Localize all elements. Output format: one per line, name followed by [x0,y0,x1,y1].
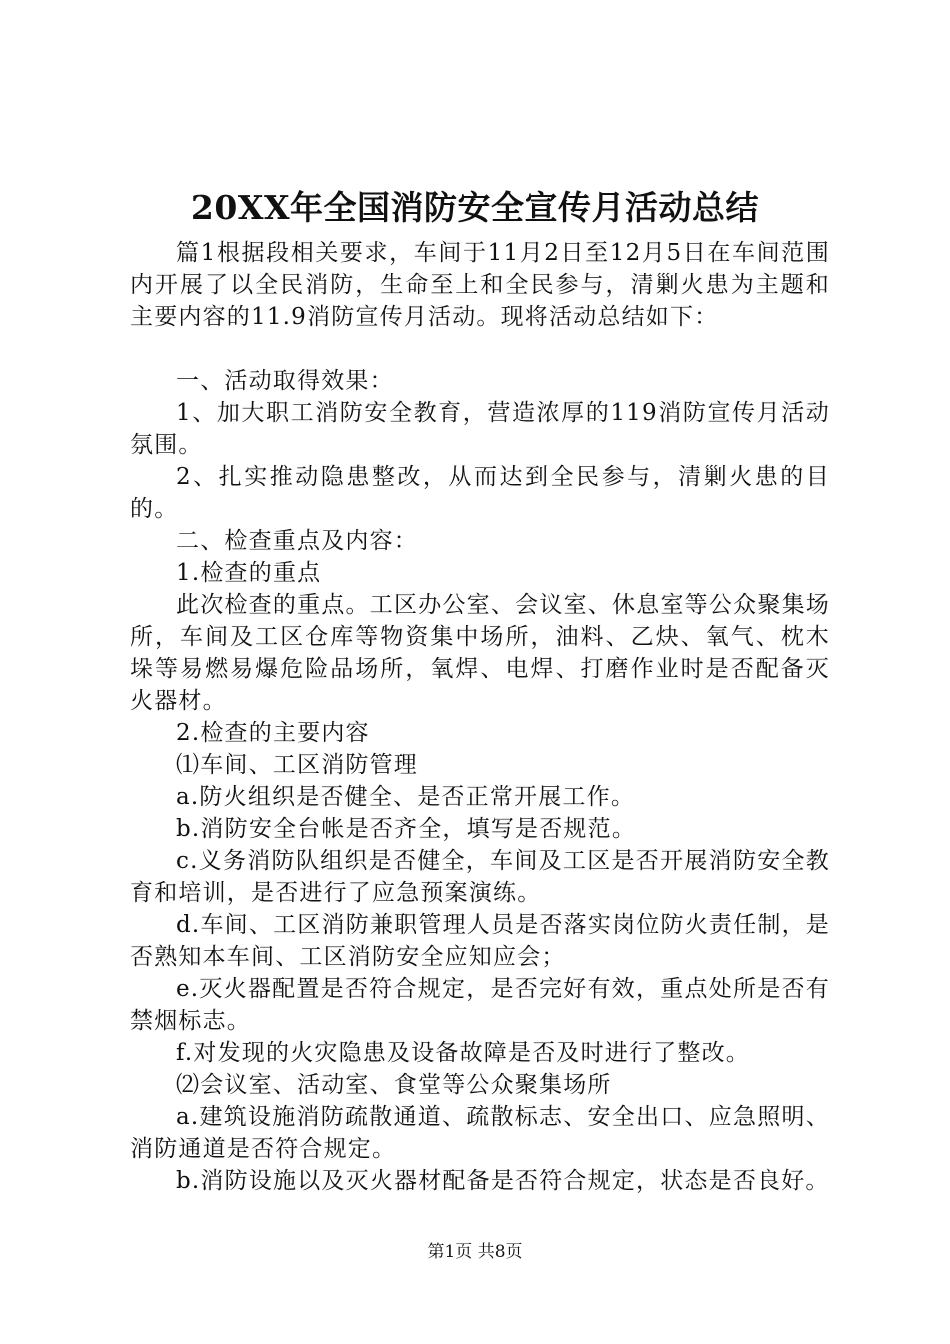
paragraph-section-2-heading: 二、检查重点及内容： [176,528,418,554]
document-body [130,237,830,1197]
paragraph-effect-2: 2、扎实推动隐患整改，从而达到全民参与，清剿火患的目的。 [130,464,830,522]
paragraph-item-a: a.防火组织是否健全、是否正常开展工作。 [176,784,636,810]
paragraph-public-venues-heading: ⑵会议室、活动室、食堂等公众聚集场所 [176,1072,612,1098]
paragraph-item-d: d.车间、工区消防兼职管理人员是否落实岗位防火责任制，是否熟知本车间、工区消防安全应知应会； [130,912,830,970]
paragraph-inspection-focus-heading: 1.检查的重点 [176,560,322,586]
paragraph-workshop-management-heading: ⑴车间、工区消防管理 [176,752,418,778]
paragraph-intro: 篇1根据段相关要求，车间于11月2日至12月5日在车间范围内开展了以全民消防，生命至上和全民参与，清剿火患为主题和主要内容的11.9消防宣传月活动。现将活动总结如下： [130,240,830,330]
paragraph-section-1-heading: 一、活动取得效果： [176,368,394,394]
paragraph-inspection-content-heading: 2.检查的主要内容 [176,720,370,746]
paragraph-inspection-focus: 此次检查的重点。工区办公室、会议室、休息室等公众聚集场所，车间及工区仓库等物资集中场所，油料、乙炔、氧气、枕木垛等易燃易爆危险品场所，氧焊、电焊、打磨作业时是否配备灭火器材。 [130,592,830,714]
paragraph-venue-item-a: a.建筑设施消防疏散通道、疏散标志、安全出口、应急照明、消防通道是否符合规定。 [130,1104,830,1162]
paragraph-effect-1: 1、加大职工消防安全教育，营造浓厚的119消防宣传月活动氛围。 [130,400,830,458]
paragraph-item-c: c.义务消防队组织是否健全，车间及工区是否开展消防安全教育和培训，是否进行了应急预案演练。 [130,848,830,906]
paragraph-item-f: f.对发现的火灾隐患及设备故障是否及时进行了整改。 [176,1040,751,1066]
paragraph-item-e: e.灭火器配置是否符合规定，是否完好有效，重点处所是否有禁烟标志。 [130,976,830,1034]
paragraph-venue-item-b: b.消防设施以及灭火器材配备是否符合规定，状态是否良好。 [176,1168,830,1194]
page-number-footer: 第1页 共8页 [427,1242,523,1262]
paragraph-item-b: b.消防安全台帐是否齐全，填写是否规范。 [176,816,637,842]
document-title: 20XX年全国消防安全宣传月活动总结 [190,188,760,227]
